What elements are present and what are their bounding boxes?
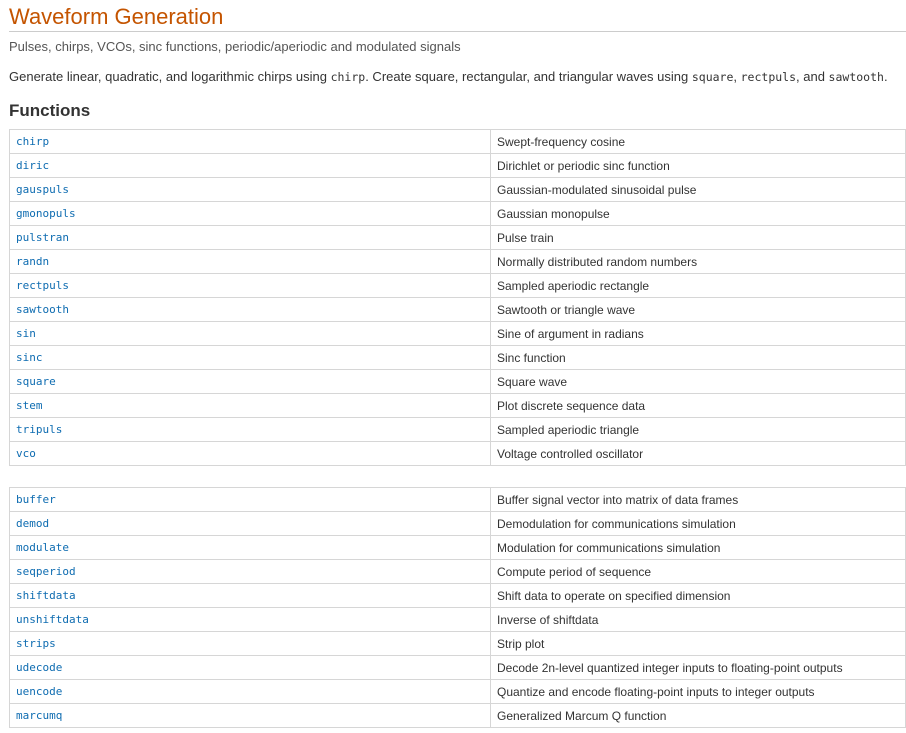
function-link-pulstran[interactable]: pulstran (16, 230, 69, 244)
table-row (10, 226, 906, 250)
intro-text-1: Generate linear, quadratic, and logarithmic chirps using (9, 69, 331, 84)
function-name-cell (10, 704, 491, 728)
function-description: Strip plot (491, 632, 906, 656)
table-row (10, 442, 906, 466)
section-title-functions: Functions (9, 101, 91, 120)
function-name-cell (10, 370, 491, 394)
function-description: Dirichlet or periodic sinc function (491, 154, 906, 178)
intro-text-3: , (733, 69, 741, 84)
function-link-uencode[interactable]: uencode (16, 684, 63, 698)
table-row (10, 202, 906, 226)
function-link-unshiftdata[interactable]: unshiftdata (16, 612, 89, 626)
function-name-cell (10, 298, 491, 322)
function-name-cell (10, 130, 491, 154)
table-row (10, 680, 906, 704)
intro-text-2: . Create square, rectangular, and triangular waves using (365, 69, 692, 84)
function-description: Sawtooth or triangle wave (491, 298, 906, 322)
function-description: Gaussian monopulse (491, 202, 906, 226)
intro-code-sawtooth: sawtooth (828, 70, 884, 84)
function-description: Inverse of shiftdata (491, 608, 906, 632)
table-row (10, 608, 906, 632)
table-row (10, 394, 906, 418)
table-row (10, 130, 906, 154)
function-description: Sampled aperiodic triangle (491, 418, 906, 442)
table-row (10, 632, 906, 656)
page-content (9, 0, 906, 723)
function-link-strips[interactable]: strips (16, 636, 56, 650)
function-description: Sine of argument in radians (491, 322, 906, 346)
function-link-modulate[interactable]: modulate (16, 540, 69, 554)
intro-code-square: square (691, 70, 734, 84)
function-link-gauspuls[interactable]: gauspuls (16, 182, 69, 196)
function-link-chirp[interactable]: chirp (16, 134, 50, 148)
function-link-sawtooth[interactable]: sawtooth (16, 302, 69, 316)
function-name-cell (10, 418, 491, 442)
function-link-randn[interactable]: randn (16, 254, 50, 268)
function-link-tripuls[interactable]: tripuls (16, 422, 63, 436)
intro-paragraph (9, 69, 906, 85)
function-description: Shift data to operate on specified dimension (491, 584, 906, 608)
table-row (10, 154, 906, 178)
function-name-cell (10, 442, 491, 466)
table-row (10, 584, 906, 608)
function-link-udecode[interactable]: udecode (16, 660, 63, 674)
function-name-cell (10, 536, 491, 560)
function-name-cell (10, 322, 491, 346)
function-name-cell (10, 560, 491, 584)
function-name-cell (10, 608, 491, 632)
function-description: Buffer signal vector into matrix of data frames (491, 488, 906, 512)
function-name-cell (10, 202, 491, 226)
function-name-cell (10, 394, 491, 418)
function-description: Normally distributed random numbers (491, 250, 906, 274)
function-name-cell (10, 512, 491, 536)
function-description: Voltage controlled oscillator (491, 442, 906, 466)
intro-text-5: . (883, 69, 888, 84)
function-link-rectpuls[interactable]: rectpuls (16, 278, 69, 292)
function-description: Quantize and encode floating-point inputs to integer outputs (491, 680, 906, 704)
function-link-sinc[interactable]: sinc (16, 350, 43, 364)
function-name-cell (10, 226, 491, 250)
function-description: Decode 2n-level quantized integer inputs to floating-point outputs (491, 656, 906, 680)
table-row (10, 178, 906, 202)
function-description: Demodulation for communications simulation (491, 512, 906, 536)
function-description: Sampled aperiodic rectangle (491, 274, 906, 298)
function-link-stem[interactable]: stem (16, 398, 43, 412)
function-description: Compute period of sequence (491, 560, 906, 584)
function-link-square[interactable]: square (16, 374, 56, 388)
function-name-cell (10, 250, 491, 274)
function-name-cell (10, 488, 491, 512)
function-name-cell (10, 656, 491, 680)
function-link-gmonopuls[interactable]: gmonopuls (16, 206, 76, 220)
functions-table (9, 129, 906, 466)
function-description: Plot discrete sequence data (491, 394, 906, 418)
page-subtitle: Pulses, chirps, VCOs, sinc functions, periodic/aperiodic and modulated signals (9, 39, 461, 54)
function-link-seqperiod[interactable]: seqperiod (16, 564, 76, 578)
table-row (10, 488, 906, 512)
page-title: Waveform Generation (9, 0, 906, 32)
function-description: Gaussian-modulated sinusoidal pulse (491, 178, 906, 202)
function-name-cell (10, 346, 491, 370)
table-row (10, 250, 906, 274)
intro-code-rectpuls: rectpuls (740, 70, 797, 84)
function-description: Swept-frequency cosine (491, 130, 906, 154)
function-description: Generalized Marcum Q function (491, 704, 906, 728)
function-link-vco[interactable]: vco (16, 446, 36, 460)
function-link-sin[interactable]: sin (16, 326, 36, 340)
function-name-cell (10, 274, 491, 298)
table-row (10, 298, 906, 322)
intro-text-4: , and (796, 69, 829, 84)
table-row (10, 512, 906, 536)
function-link-diric[interactable]: diric (16, 158, 50, 172)
function-name-cell (10, 178, 491, 202)
table-row (10, 346, 906, 370)
function-description: Modulation for communications simulation (491, 536, 906, 560)
function-name-cell (10, 632, 491, 656)
function-link-shiftdata[interactable]: shiftdata (16, 588, 76, 602)
function-link-marcumq[interactable]: marcumq (16, 708, 63, 722)
table-row (10, 370, 906, 394)
table-row (10, 704, 906, 728)
function-link-demod[interactable]: demod (16, 516, 50, 530)
function-link-buffer[interactable]: buffer (16, 492, 56, 506)
intro-code-chirp: chirp (330, 70, 366, 84)
function-description: Pulse train (491, 226, 906, 250)
function-name-cell (10, 584, 491, 608)
table-row (10, 536, 906, 560)
function-description: Sinc function (491, 346, 906, 370)
table-row (10, 656, 906, 680)
table-row (10, 560, 906, 584)
table-row (10, 274, 906, 298)
function-name-cell (10, 680, 491, 704)
table-row (10, 322, 906, 346)
function-description: Square wave (491, 370, 906, 394)
functions-table-secondary (9, 487, 906, 728)
table-row (10, 418, 906, 442)
function-name-cell (10, 154, 491, 178)
